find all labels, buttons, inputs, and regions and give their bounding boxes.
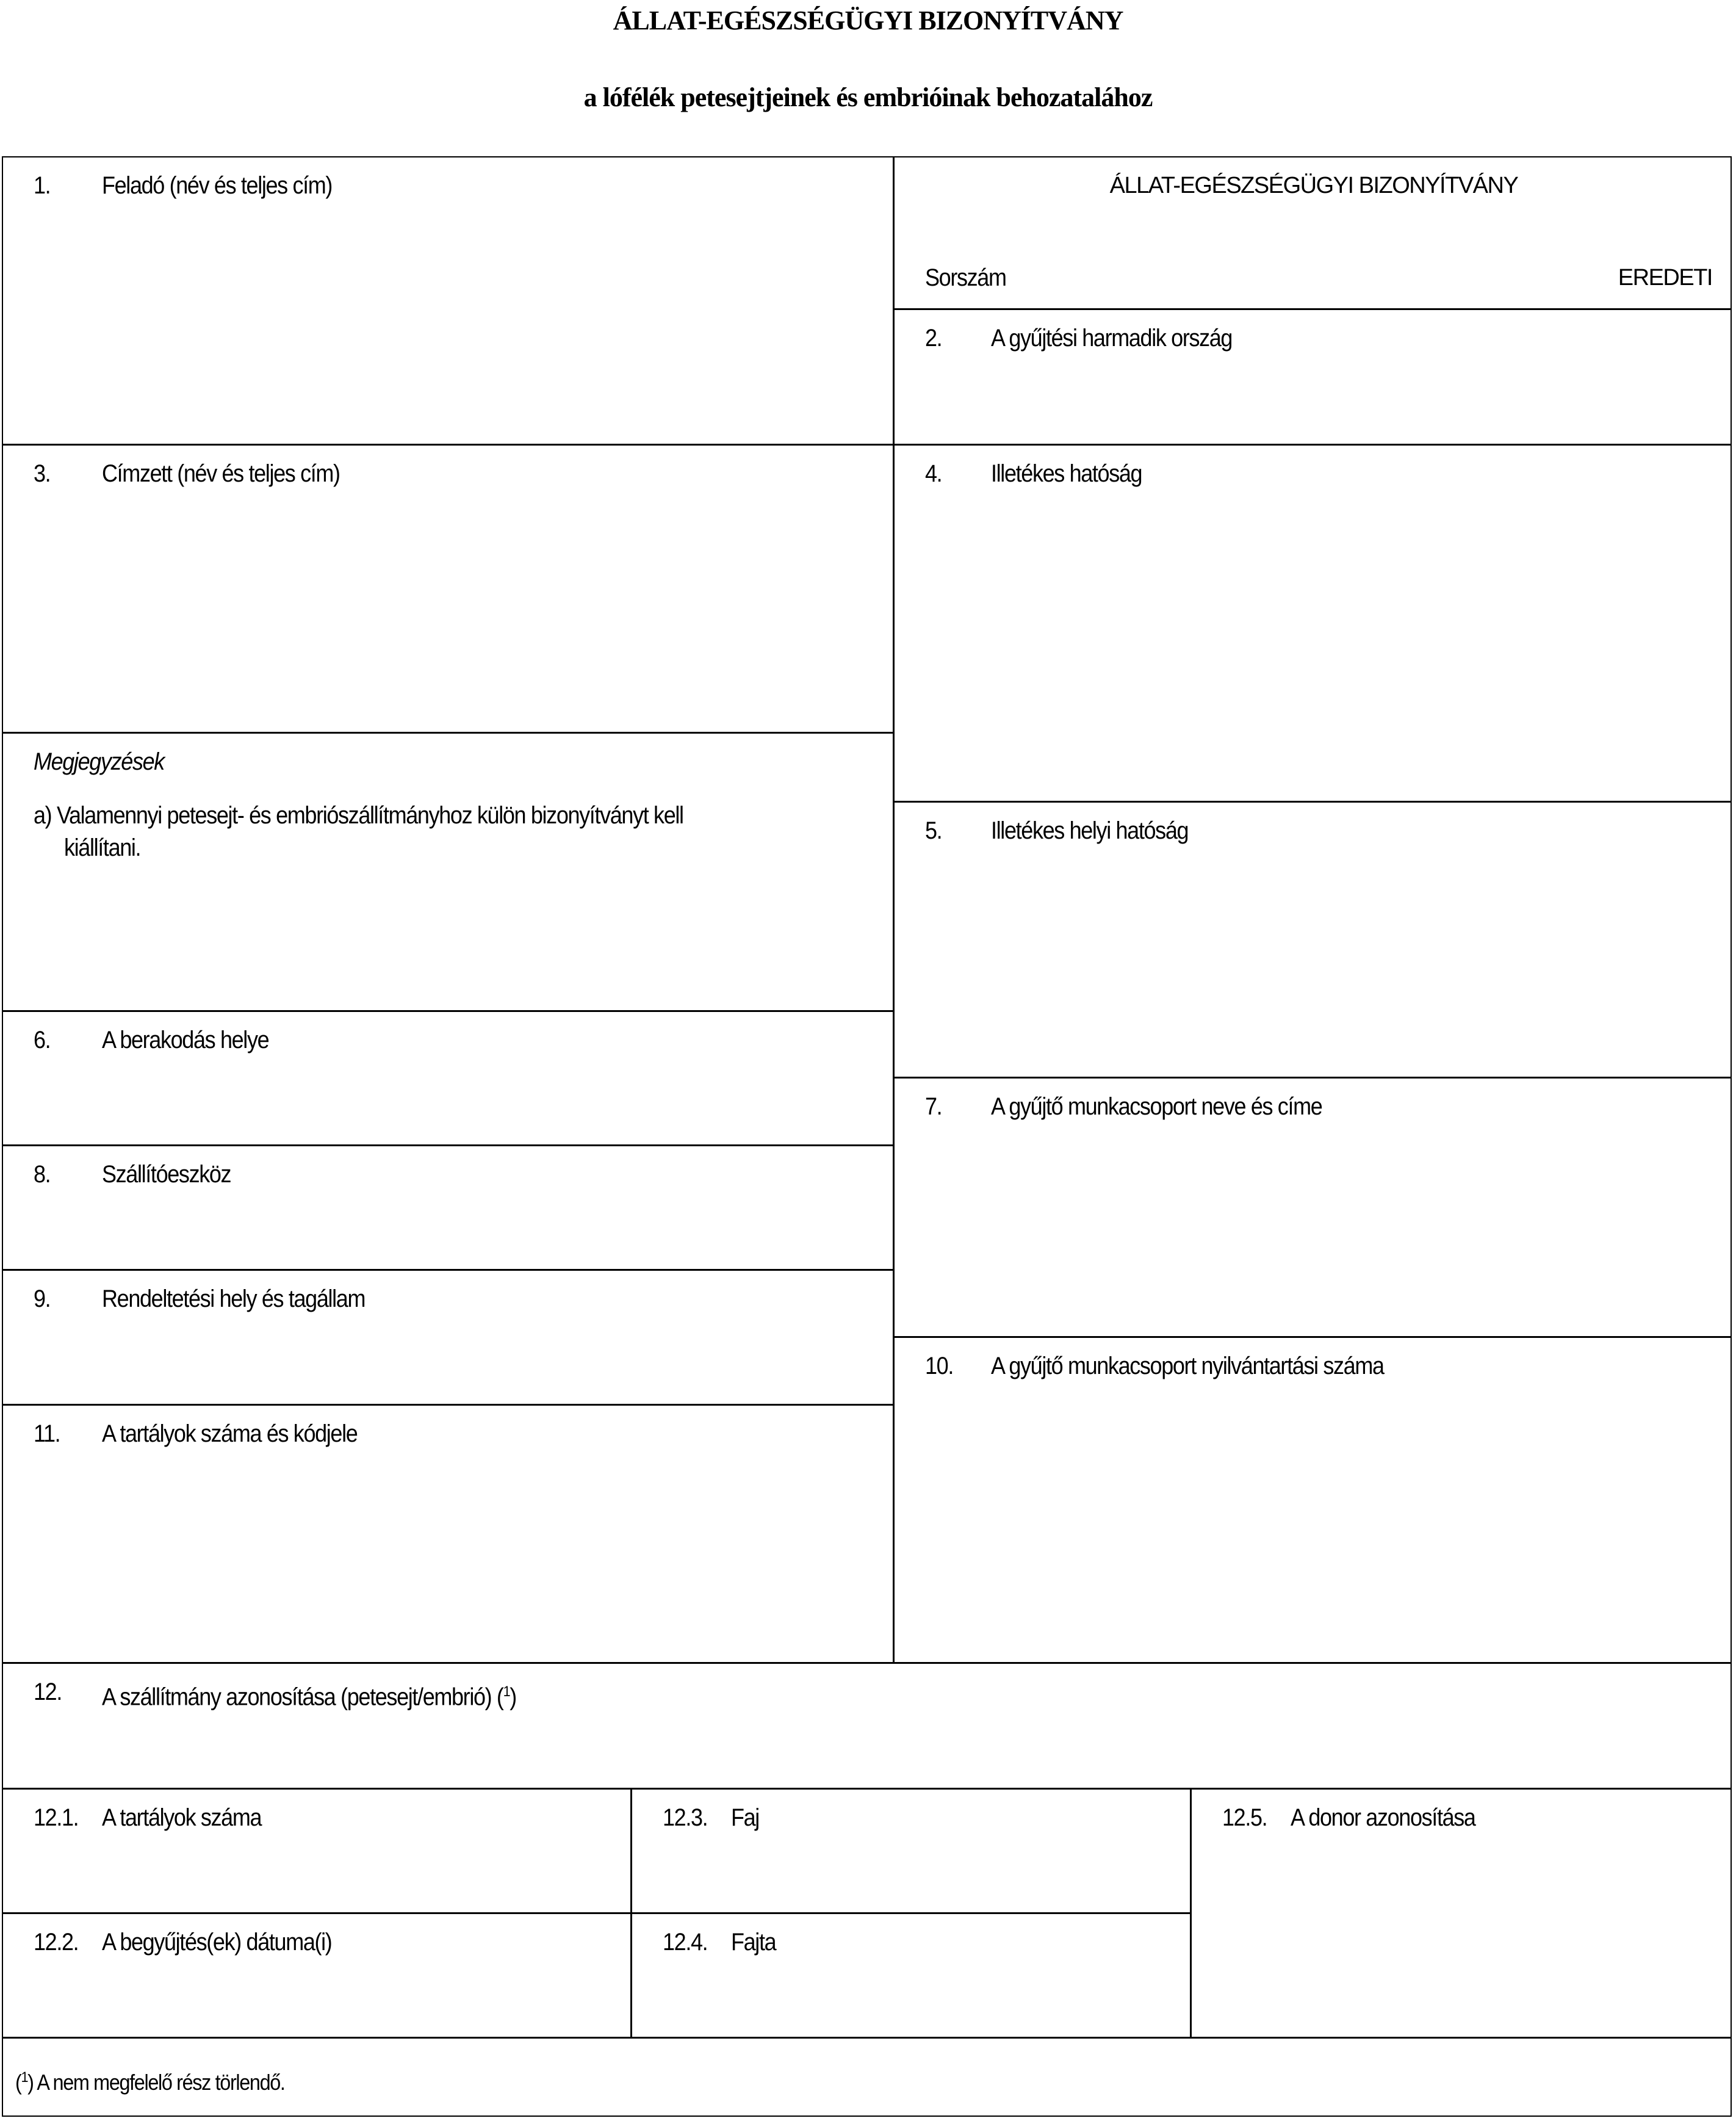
footnote-open: ( [15, 2070, 21, 2095]
notes-box [2, 732, 894, 1011]
field-1-consignor[interactable] [2, 156, 894, 445]
field-label: Fajta [731, 1929, 776, 1956]
field-label: Feladó (név és teljes cím) [102, 172, 333, 199]
field-label: A gyűjtési harmadik ország [991, 325, 1233, 352]
note-a-line2: kiállítani. [64, 834, 141, 861]
field-11-containers[interactable] [2, 1404, 894, 1663]
field-10-registration-number[interactable] [893, 1337, 1732, 1663]
certificate-header-box [893, 156, 1732, 309]
field-number: 10. [925, 1353, 953, 1379]
field-number: 12. [34, 1678, 62, 1705]
original-label: EREDETI [1618, 265, 1712, 291]
field-label: A tartályok száma és kódjele [102, 1420, 358, 1447]
field-12-5-donor-id[interactable] [1190, 1788, 1732, 2038]
box-title: ÁLLAT-EGÉSZSÉGÜGYI BIZONYÍTVÁNY [1109, 173, 1518, 198]
field-number: 1. [34, 172, 51, 199]
field-label: Illetékes hatóság [991, 460, 1142, 487]
document-subtitle: a lófélék petesejtjeinek és embrióinak behozatalához [583, 82, 1153, 112]
footnote [15, 2063, 285, 2097]
field-label: Rendeltetési hely és tagállam [102, 1285, 366, 1312]
field-label [102, 1677, 516, 1711]
field-label: A berakodás helye [102, 1027, 269, 1053]
field-9-destination[interactable] [2, 1270, 894, 1405]
footnote-box [2, 2037, 1732, 2117]
field-number: 8. [34, 1161, 51, 1188]
field-3-consignee[interactable] [2, 444, 894, 733]
field-number: 9. [34, 1285, 51, 1312]
field-label: Szállítóeszköz [102, 1161, 231, 1188]
label-close: ) [510, 1683, 516, 1711]
field-label: A gyűjtő munkacsoport neve és címe [991, 1093, 1322, 1120]
note-a-line1: a) Valamennyi petesejt- és embriószállítmányhoz külön bizonyítványt kell [34, 802, 683, 829]
footnote-text: ) A nem megfelelő rész törlendő. [27, 2070, 285, 2095]
document-title: ÁLLAT-EGÉSZSÉGÜGYI BIZONYÍTVÁNY [613, 5, 1123, 35]
field-label: Faj [731, 1804, 759, 1831]
serial-number-label: Sorszám [925, 264, 1006, 291]
field-12-3-species[interactable] [631, 1788, 1191, 1913]
field-8-transport[interactable] [2, 1145, 894, 1270]
field-12-1-container-count[interactable] [2, 1788, 632, 1913]
field-label: A begyűjtés(ek) dátuma(i) [102, 1929, 332, 1956]
field-number: 12.4. [663, 1929, 708, 1956]
field-12-identification[interactable] [2, 1663, 1732, 1789]
field-number: 12.3. [663, 1804, 708, 1831]
field-number: 6. [34, 1027, 51, 1053]
field-6-loading-place[interactable] [2, 1011, 894, 1146]
field-number: 12.1. [34, 1804, 79, 1831]
field-number: 3. [34, 460, 51, 487]
field-label: A donor azonosítása [1291, 1804, 1475, 1831]
field-label: Címzett (név és teljes cím) [102, 460, 340, 487]
notes-heading: Megjegyzések [34, 748, 164, 775]
field-number: 5. [925, 817, 942, 844]
footnote-mark: 1 [21, 2069, 28, 2086]
field-number: 12.2. [34, 1929, 79, 1956]
field-12-4-breed[interactable] [631, 1913, 1191, 2038]
field-2-country[interactable] [893, 309, 1732, 445]
field-number: 11. [34, 1420, 60, 1447]
field-number: 2. [925, 325, 942, 352]
field-label: A gyűjtő munkacsoport nyilvántartási száma [991, 1353, 1384, 1379]
label-text: A szállítmány azonosítása (petesejt/embrió) ( [102, 1683, 503, 1711]
field-7-collection-team[interactable] [893, 1077, 1732, 1337]
field-label: A tartályok száma [102, 1804, 262, 1831]
field-4-authority[interactable] [893, 444, 1732, 802]
field-number: 7. [925, 1093, 942, 1120]
field-number: 12.5. [1222, 1804, 1267, 1831]
footnote-ref: 1 [503, 1683, 510, 1700]
field-number: 4. [925, 460, 942, 487]
field-5-local-authority[interactable] [893, 801, 1732, 1078]
field-12-2-collection-dates[interactable] [2, 1913, 632, 2038]
field-label: Illetékes helyi hatóság [991, 817, 1189, 844]
